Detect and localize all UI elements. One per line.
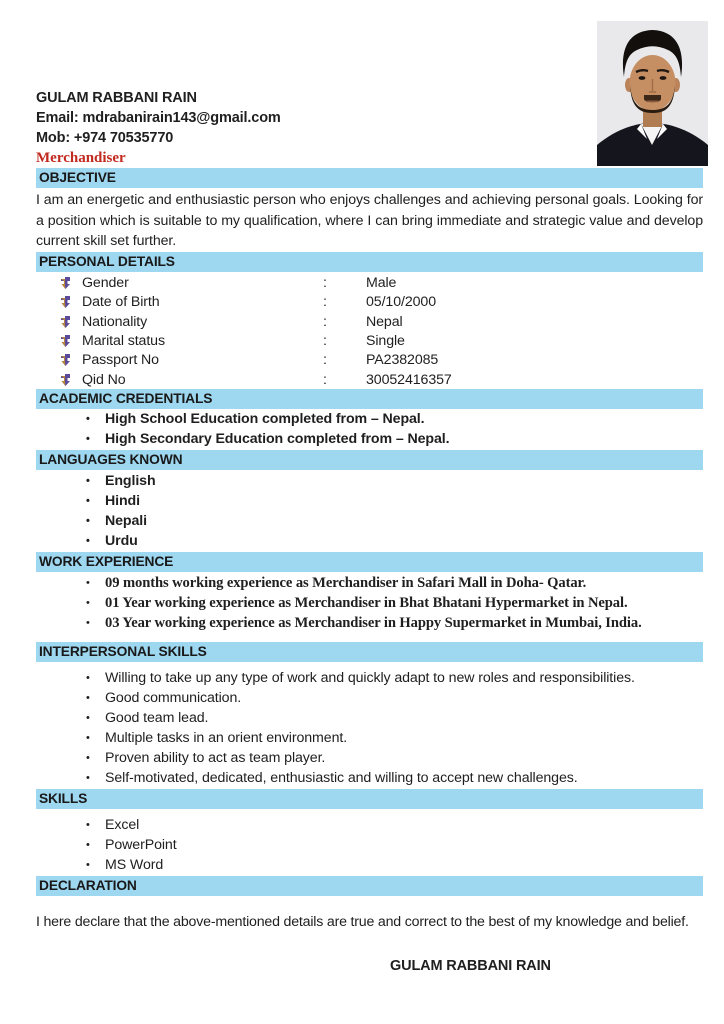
list-item-text: Self-motivated, dedicated, enthusiastic and willing to accept new challenges. xyxy=(105,770,578,787)
detail-colon: : xyxy=(323,332,327,349)
detail-label: Gender xyxy=(82,274,129,291)
list-item xyxy=(36,768,703,788)
list-item-text: High School Education completed from – Nepal. xyxy=(105,411,425,428)
interpersonal-skills-list xyxy=(36,662,703,789)
list-item-text: Proven ability to act as team player. xyxy=(105,750,326,767)
work-experience-list xyxy=(36,572,703,634)
list-item xyxy=(36,491,703,511)
list-item xyxy=(36,511,703,531)
detail-label: Nationality xyxy=(82,313,148,330)
section-title: ACADEMIC CREDENTIALS xyxy=(39,391,213,407)
email-line: Email: mdrabanirain143@gmail.com xyxy=(36,110,281,126)
personal-details-row xyxy=(36,331,703,350)
spacer xyxy=(36,634,703,642)
list-item-text: Multiple tasks in an orient environment. xyxy=(105,730,348,747)
list-item-text: Excel xyxy=(105,817,140,834)
bullet-icon: • xyxy=(86,432,90,445)
section-header-languages-known xyxy=(36,450,703,470)
detail-label: Passport No xyxy=(82,352,159,369)
detail-value: 30052416357 xyxy=(366,371,452,388)
languages-list xyxy=(36,470,703,552)
mobile-line: Mob: +974 70535770 xyxy=(36,130,174,146)
personal-details-row xyxy=(36,351,703,370)
academic-list xyxy=(36,409,703,450)
bullet-icon: • xyxy=(86,859,90,872)
list-item xyxy=(36,688,703,708)
list-item-text: 09 months working experience as Merchandiser in Safari Mall in Doha- Qatar. xyxy=(105,575,587,592)
detail-colon: : xyxy=(323,352,327,369)
list-item-text: MS Word xyxy=(105,857,164,874)
down-arrow-bullet-icon xyxy=(60,296,82,308)
list-item-text: English xyxy=(105,473,156,490)
section-title: SKILLS xyxy=(39,791,88,807)
section-header-objective xyxy=(36,168,703,188)
section-header-skills xyxy=(36,789,703,809)
list-item-text: Hindi xyxy=(105,493,140,510)
bullet-icon: • xyxy=(86,692,90,705)
bullet-icon: • xyxy=(86,617,90,630)
list-item xyxy=(36,613,703,633)
person-name: GULAM RABBANI RAIN xyxy=(36,90,197,106)
bullet-icon: • xyxy=(86,819,90,832)
bullet-icon: • xyxy=(86,712,90,725)
list-item xyxy=(36,471,703,491)
bullet-icon: • xyxy=(86,535,90,548)
bullet-icon: • xyxy=(86,577,90,590)
bullet-icon: • xyxy=(86,672,90,685)
detail-value: Nepal xyxy=(366,313,403,330)
section-header-academic-credentials xyxy=(36,389,703,409)
list-item xyxy=(36,708,703,728)
bullet-icon: • xyxy=(86,475,90,488)
list-item xyxy=(36,573,703,593)
list-item-text: Nepali xyxy=(105,513,147,530)
section-header-declaration xyxy=(36,876,703,896)
list-item-text: Good team lead. xyxy=(105,710,209,727)
personal-details-row xyxy=(36,312,703,331)
section-title: OBJECTIVE xyxy=(39,170,116,185)
detail-colon: : xyxy=(323,313,327,330)
list-item-text: 01 Year working experience as Merchandiser in Bhat Bhatani Hypermarket in Nepal. xyxy=(105,595,628,612)
list-item xyxy=(36,835,703,855)
detail-value: Single xyxy=(366,332,405,349)
down-arrow-bullet-icon xyxy=(60,335,82,347)
detail-colon: : xyxy=(323,371,327,388)
signature-name: GULAM RABBANI RAIN xyxy=(390,958,551,975)
list-item-text: Willing to take up any type of work and quickly adapt to new roles and responsibilities. xyxy=(105,670,635,687)
list-item xyxy=(36,531,703,551)
list-item xyxy=(36,815,703,835)
personal-details-row xyxy=(36,273,703,292)
list-item-text: Urdu xyxy=(105,533,138,550)
section-header-interpersonal-skills xyxy=(36,642,703,662)
down-arrow-bullet-icon xyxy=(60,354,82,366)
detail-value: 05/10/2000 xyxy=(366,294,437,311)
bullet-icon: • xyxy=(86,495,90,508)
down-arrow-bullet-icon xyxy=(60,374,82,386)
section-title: INTERPERSONAL SKILLS xyxy=(39,644,207,660)
bullet-icon: • xyxy=(86,515,90,528)
detail-label: Date of Birth xyxy=(82,294,160,311)
personal-details-list xyxy=(36,272,703,389)
detail-label: Qid No xyxy=(82,371,126,388)
skills-list xyxy=(36,809,703,876)
objective-text: I am an energetic and enthusiastic person who enjoys challenges and achieving personal goals. Looking for a position which is suitable to my qualification, where I can bring immediate and strategic value and develop current skill set further. xyxy=(36,192,703,250)
list-item xyxy=(36,593,703,613)
section-title: LANGUAGES KNOWN xyxy=(39,452,183,468)
detail-label: Marital status xyxy=(82,332,165,349)
detail-colon: : xyxy=(323,294,327,311)
personal-details-row xyxy=(36,293,703,312)
header-block xyxy=(36,88,703,168)
personal-details-row xyxy=(36,370,703,389)
list-item xyxy=(36,430,703,450)
list-item xyxy=(36,668,703,688)
detail-value: PA2382085 xyxy=(366,352,439,369)
list-item xyxy=(36,748,703,768)
bullet-icon: • xyxy=(86,772,90,785)
list-item-text: Good communication. xyxy=(105,690,242,707)
declaration-text: I here declare that the above-mentioned details are true and correct to the best of my knowledge and belief. xyxy=(36,914,689,931)
detail-value: Male xyxy=(366,274,397,291)
bullet-icon: • xyxy=(86,597,90,610)
list-item-text: High Secondary Education completed from – Nepal. xyxy=(105,430,450,447)
section-title: WORK EXPERIENCE xyxy=(39,554,174,570)
bullet-icon: • xyxy=(86,732,90,745)
detail-colon: : xyxy=(323,274,327,291)
bullet-icon: • xyxy=(86,413,90,426)
section-header-work-experience xyxy=(36,552,703,572)
role-title: Merchandiser xyxy=(36,150,126,166)
list-item xyxy=(36,410,703,430)
down-arrow-bullet-icon xyxy=(60,277,82,289)
section-title: DECLARATION xyxy=(39,878,137,894)
list-item-text: 03 Year working experience as Merchandiser in Happy Supermarket in Mumbai, India. xyxy=(105,615,642,632)
section-header-personal-details xyxy=(36,252,703,272)
down-arrow-bullet-icon xyxy=(60,316,82,328)
bullet-icon: • xyxy=(86,752,90,765)
bullet-icon: • xyxy=(86,839,90,852)
section-title: PERSONAL DETAILS xyxy=(39,254,175,270)
list-item xyxy=(36,728,703,748)
list-item-text: PowerPoint xyxy=(105,837,177,854)
list-item xyxy=(36,855,703,875)
